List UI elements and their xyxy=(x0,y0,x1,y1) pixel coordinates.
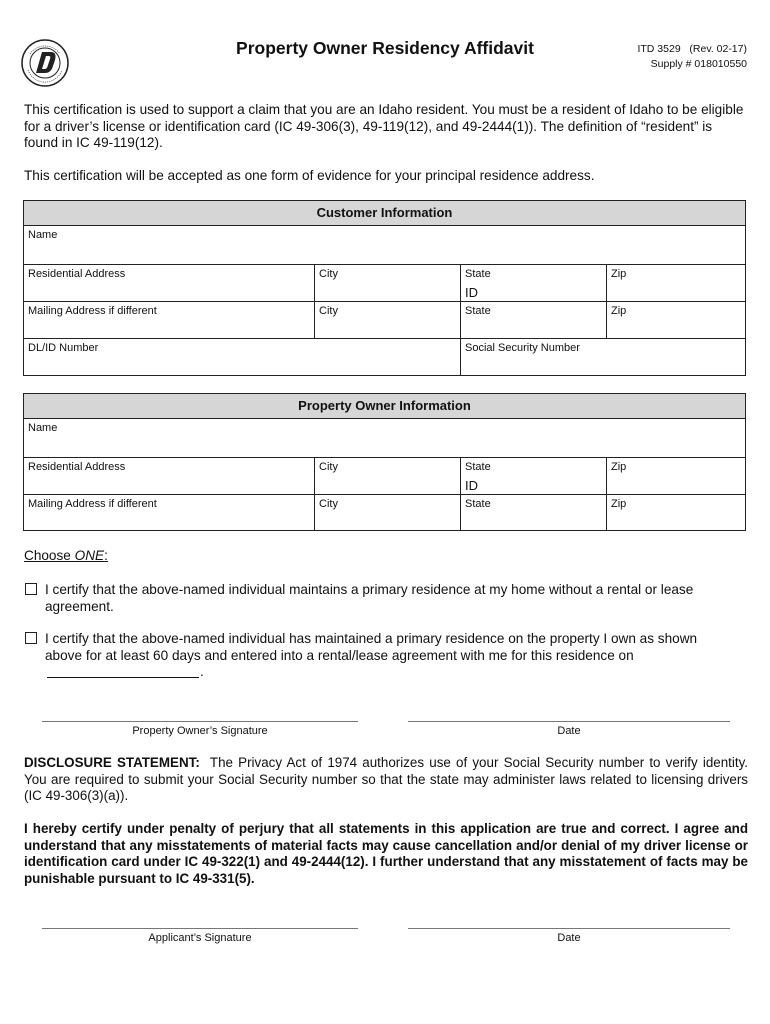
city-label: City xyxy=(319,461,338,473)
customer-name-field[interactable] xyxy=(24,226,745,264)
ssn-label: Social Security Number xyxy=(465,342,580,354)
zip-label: Zip xyxy=(611,268,627,280)
rental-date-blank[interactable] xyxy=(47,677,199,678)
name-label: Name xyxy=(28,229,58,241)
property-owner-signature-line[interactable] xyxy=(42,721,358,722)
state-label: State xyxy=(465,498,491,510)
ssn-field[interactable] xyxy=(460,339,745,376)
intro-paragraph-1: This certification is used to support a claim that you are an Idaho resident. You must be a resident of Idaho to be eligible for a driver’s license or identification card (IC 49-306(3), 49-119(12), and 49-2444(1)). The definition of “resident” is found in IC 49-119(12). xyxy=(24,102,744,150)
owner-name-row xyxy=(24,419,745,457)
mailing-address-label: Mailing Address if different xyxy=(28,305,157,317)
customer-mailing-row xyxy=(24,301,745,338)
property-owner-signature-label: Property Owner’s Signature xyxy=(132,725,268,737)
option-1-text: I certify that the above-named individual maintains a primary residence at my home without a rental or lease agreement. xyxy=(45,582,694,614)
owner-mailing-zip-field[interactable] xyxy=(606,495,745,531)
customer-id-row xyxy=(24,338,745,376)
customer-zip-field[interactable] xyxy=(606,265,745,301)
name-label: Name xyxy=(28,422,58,434)
owner-name-field[interactable] xyxy=(24,419,745,457)
state-label: State xyxy=(465,461,491,473)
option-2-checkbox[interactable] xyxy=(25,632,37,644)
disclosure-statement xyxy=(24,755,756,805)
state-label: State xyxy=(465,305,491,317)
city-label: City xyxy=(319,305,338,317)
choose-suffix: : xyxy=(104,548,108,563)
customer-name-row xyxy=(24,226,745,264)
owner-signature-date-label: Date xyxy=(557,725,581,737)
option-1-checkbox[interactable] xyxy=(25,583,37,595)
owner-mailing-row xyxy=(24,494,745,531)
property-owner-information-heading: Property Owner Information xyxy=(24,394,745,419)
applicant-date-line[interactable] xyxy=(408,928,730,929)
customer-residential-row xyxy=(24,264,745,301)
form-number-block xyxy=(637,42,747,72)
disclosure-text: The Privacy Act of 1974 authorizes use of your Social Security number to verify identity. You are required to submit your Social Security number so that the state may administer laws related to licensing drivers (IC 49-306(3)(a)). xyxy=(24,755,756,803)
option-2-period: . xyxy=(200,664,204,679)
property-owner-information-table xyxy=(23,393,746,531)
owner-mailing-city-field[interactable] xyxy=(314,495,460,531)
zip-label: Zip xyxy=(611,461,627,473)
dl-id-label: DL/ID Number xyxy=(28,342,99,354)
residential-address-label: Residential Address xyxy=(28,461,126,473)
owner-state-field[interactable] xyxy=(460,458,606,494)
option-2-text: I certify that the above-named individual has maintained a primary residence on the property I own as shown above for at least 60 days and entered into a rental/lease agreement with me for this residence on xyxy=(45,631,698,663)
owner-city-field[interactable] xyxy=(314,458,460,494)
customer-city-field[interactable] xyxy=(314,265,460,301)
residential-address-label: Residential Address xyxy=(28,268,126,280)
form-number: ITD 3529 (Rev. 02-17) xyxy=(637,43,747,55)
city-label: City xyxy=(319,268,338,280)
zip-label: Zip xyxy=(611,498,627,510)
dl-id-number-field[interactable] xyxy=(24,339,460,376)
customer-state-field[interactable] xyxy=(460,265,606,301)
city-label: City xyxy=(319,498,338,510)
choose-prefix: Choose xyxy=(24,548,75,563)
customer-mailing-address-field[interactable] xyxy=(24,302,314,338)
intro-paragraph-2: This certification will be accepted as one form of evidence for your principal residence address. xyxy=(24,168,595,183)
owner-signature-date-line[interactable] xyxy=(408,721,730,722)
page-title: Property Owner Residency Affidavit xyxy=(236,38,534,58)
state-label: State xyxy=(465,268,491,280)
customer-mailing-state-field[interactable] xyxy=(460,302,606,338)
choose-one-heading xyxy=(24,548,108,563)
applicant-signature-line[interactable] xyxy=(42,928,358,929)
customer-residential-address-field[interactable] xyxy=(24,265,314,301)
owner-residential-row xyxy=(24,457,745,494)
zip-label: Zip xyxy=(611,305,627,317)
customer-information-heading: Customer Information xyxy=(24,201,745,226)
applicant-date-label: Date xyxy=(557,932,581,944)
customer-mailing-city-field[interactable] xyxy=(314,302,460,338)
state-value: ID xyxy=(465,285,478,300)
owner-zip-field[interactable] xyxy=(606,458,745,494)
supply-number: Supply # 018010550 xyxy=(650,58,747,70)
mailing-address-label: Mailing Address if different xyxy=(28,498,157,510)
customer-mailing-zip-field[interactable] xyxy=(606,302,745,338)
customer-information-table xyxy=(23,200,746,376)
certification-statement: I hereby certify under penalty of perjury that all statements in this application are true and correct. I agree and understand that any misstatements of material facts may cause cancellation and/or denial of my driver license or identification card under IC 49-322(1) and 49-2444(12). I further understand that any misstatement of facts may be punishable pursuant to IC 49-331(5). xyxy=(24,821,748,886)
disclosure-heading: DISCLOSURE STATEMENT: xyxy=(24,755,200,770)
owner-residential-address-field[interactable] xyxy=(24,458,314,494)
owner-mailing-address-field[interactable] xyxy=(24,495,314,531)
state-value: ID xyxy=(465,478,478,493)
owner-mailing-state-field[interactable] xyxy=(460,495,606,531)
applicant-signature-label: Applicant’s Signature xyxy=(148,932,252,944)
choose-emphasis: ONE xyxy=(74,548,105,563)
